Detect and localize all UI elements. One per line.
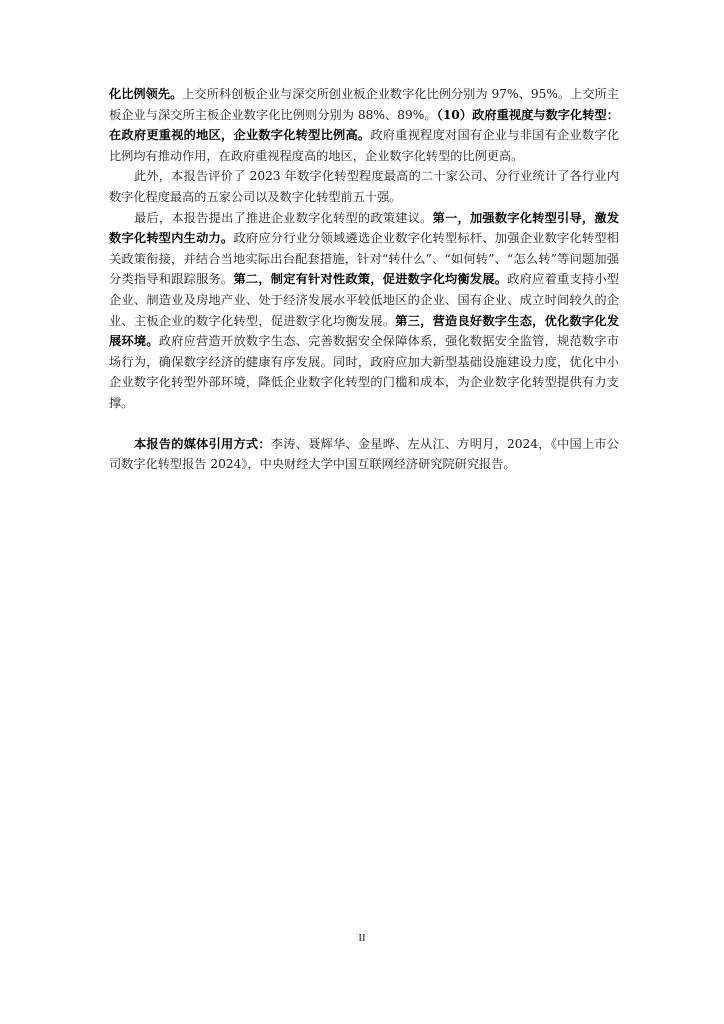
body-text: 最后，本报告提出了推进企业数字化转型的政策建议。	[134, 210, 433, 225]
body-text: 政府应着重支持小型企业、制造业及房地产业、处于经济发展水平较低地区的企业、国有企业、成立时间较久的企业、主板企业的数字化转型，促进数字化均衡发展。	[109, 272, 619, 328]
bold-heading: 化比例领先。	[109, 87, 183, 101]
body-text: 政府重视程度对国有企业与非国有企业数字化比例均有推动作用，在政府重视程度高的地区，企业数字化转型的比例更高。	[109, 128, 620, 163]
paragraph-citation	[109, 434, 619, 475]
bold-heading: （10）政府重视度与数字化转型：在政府更重视的地区，企业数字化转型比例高。	[109, 107, 619, 143]
bold-heading: 第三，营造良好数字生态，优化数字化发展环境。	[109, 313, 620, 349]
paragraph-policy-suggestions	[109, 208, 619, 414]
body-text: 政府应营造开放数字生态、完善数据安全保障体系，强化数据安全监管，规范数字市场行为，确保数字经济的健康有序发展。同时，政府应加大新型基础设施建设力度，优化中小企业数字化转型外部环境，降低企业数字化转型的门槛和成本，为企业数字化转型提供有力支撑。	[109, 334, 619, 410]
page-number: II	[358, 932, 366, 944]
body-text: 此外，本报告评价了 2023 年数字化转型程度最高的二十家公司、分行业统计了各行业内数字化程度最高的五家公司以及数字化转型前五十强。	[109, 169, 619, 204]
body-text: 政府应分行业分领域遴选企业数字化转型标杆、加强企业数字化转型相关政策衔接，并结合当地实际出台配套措施，针对“转什么”、“如何转”、“怎么转”等问题加强分类指导和跟踪服务。	[109, 231, 619, 287]
report-body	[109, 84, 619, 475]
citation-text: 李涛、聂辉华、金星晔、左从江、方明月，2024，《中国上市公司数字化转型报告 2024》，中央财经大学中国互联网经济研究院研究报告。	[109, 436, 619, 472]
body-text: 上交所科创板企业与深交所创业板企业数字化比例分别为 97%、95%。上交所主板企业与深交所主板企业数字化比例则分别为 88%、89%。	[109, 87, 619, 122]
bold-heading: 第一，加强数字化转型引导，激发数字化转型内生动力。	[109, 210, 620, 246]
bold-heading: 第二，制定有针对性政策，促进数字化均衡发展。	[233, 272, 508, 287]
paragraph-findings-continued	[109, 84, 619, 166]
paragraph-spacer	[109, 414, 619, 434]
citation-label: 本报告的媒体引用方式：	[134, 436, 271, 451]
paragraph-rankings	[109, 166, 619, 207]
